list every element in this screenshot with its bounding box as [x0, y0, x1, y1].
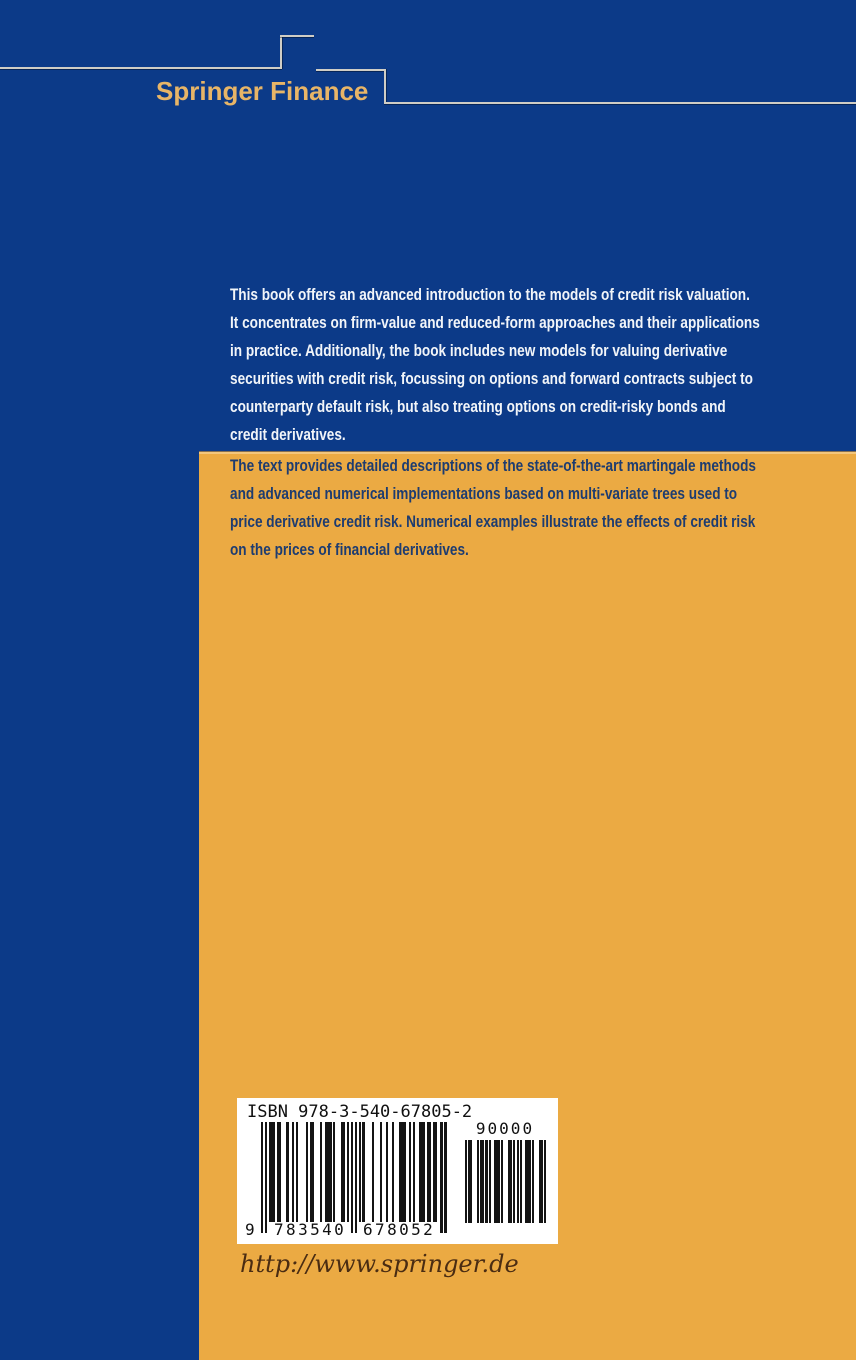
- blurb-line: It concentrates on firm-value and reduced-form approaches and their applications: [230, 313, 760, 332]
- blurb-line: on the prices of financial derivatives.: [230, 540, 469, 559]
- supplement-value: 90000: [475, 1119, 535, 1138]
- blurb-primary: [230, 281, 760, 449]
- decorative-rule-right: [384, 102, 856, 104]
- barcode-right-digits: 678052: [363, 1220, 436, 1239]
- blurb-secondary: [230, 452, 756, 564]
- barcode-panel: [237, 1098, 558, 1244]
- isbn-label: ISBN 978-3-540-67805-2: [247, 1102, 473, 1122]
- blurb-line: This book offers an advanced introduction to the models of credit risk valuation.: [230, 285, 750, 304]
- decorative-rule-left: [0, 67, 282, 69]
- blurb-line: in practice. Additionally, the book includes new models for valuing derivative: [230, 341, 728, 360]
- publisher-url: http://www.springer.de: [240, 1250, 519, 1278]
- barcode-left-digits: 783540: [274, 1220, 347, 1239]
- decorative-rule-step-up: [280, 35, 282, 69]
- blurb-line: and advanced numerical implementations based on multi-variate trees used to: [230, 484, 738, 503]
- decorative-rule-middle: [316, 69, 386, 71]
- decorative-rule-top-notch: [280, 35, 314, 37]
- series-title: Springer Finance: [156, 76, 369, 106]
- ean13-barcode: [261, 1122, 447, 1234]
- barcode-lead-digit: 9: [245, 1220, 255, 1239]
- blurb-line: price derivative credit risk. Numerical examples illustrate the effects of credit risk: [230, 512, 756, 531]
- blurb-line: credit derivatives.: [230, 425, 346, 444]
- blurb-line: counterparty default risk, but also treating options on credit-risky bonds and: [230, 397, 726, 416]
- blurb-line: securities with credit risk, focussing on options and forward contracts subject to: [230, 369, 753, 388]
- ean5-supplement-barcode: [463, 1140, 547, 1224]
- blurb-line: The text provides detailed descriptions of the state-of-the-art martingale methods: [230, 456, 756, 475]
- decorative-rule-step-down: [384, 69, 386, 104]
